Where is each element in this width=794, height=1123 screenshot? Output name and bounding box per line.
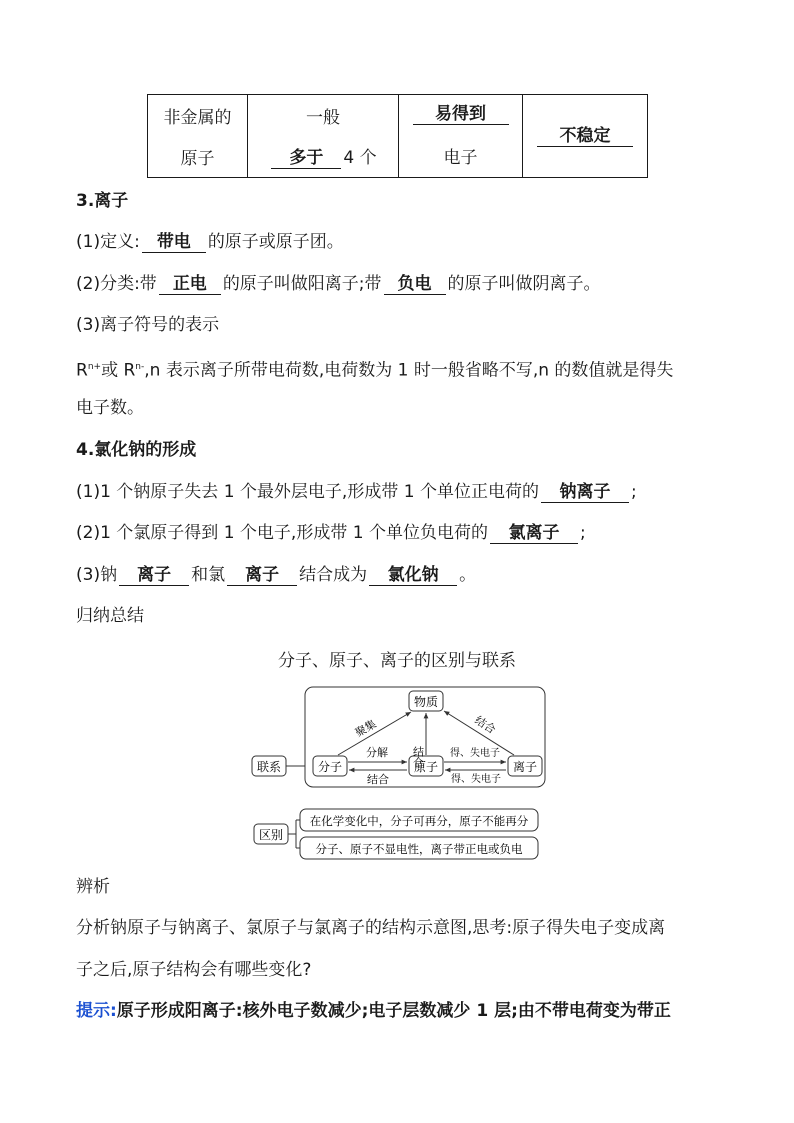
text: (3)钠: [76, 565, 118, 585]
answer-blank: 正电: [159, 274, 221, 295]
text: ;: [579, 523, 586, 543]
qubie-label: 区别: [258, 828, 284, 842]
dedian-bottom-label: 得、失电子: [451, 774, 501, 785]
answer-blank: 氯化钠: [369, 565, 457, 586]
analysis-question-2: 子之后,原子结构会有哪些变化?: [76, 960, 312, 980]
text: (1)1 个钠原子失去 1 个最外层电子,形成带 1 个单位正电荷的: [76, 482, 539, 502]
diagram-title: 分子、原子、离子的区别与联系: [278, 651, 516, 671]
cell-text: 一般: [306, 107, 340, 128]
analysis-label: 辨析: [76, 877, 110, 897]
jiehe-bottom-label: 结合: [367, 773, 389, 786]
fenjie-label: 分解: [366, 746, 388, 759]
text: 的原子叫做阳离子;带: [222, 274, 382, 294]
juji-label: 聚集: [353, 717, 379, 740]
fenzi-label: 分子: [317, 760, 343, 774]
diff-text-1: 在化学变化中，分子可再分，原子不能再分: [309, 814, 529, 828]
answer-blank: 负电: [384, 274, 446, 295]
text: (1)定义:: [76, 232, 140, 252]
section-heading: 3.离子: [76, 191, 129, 211]
text: 和氯: [191, 565, 226, 585]
jiehe-diag-label: 结合: [472, 713, 498, 737]
analysis-question-1: 分析钠原子与钠离子、氯原子与氯离子的结构示意图,思考:原子得失电子变成离: [76, 918, 666, 938]
wuzhi-label: 物质: [413, 695, 439, 709]
text: ,n 表示离子所带电荷数,电荷数为 1 时一般省略不写,n 的数值就是得失: [144, 360, 674, 381]
diff-text-2: 分子、原子不显电性，离子带正电或负电: [315, 842, 523, 856]
cell-text: 非金属的: [163, 108, 232, 128]
symbol-title: (3)离子符号的表示: [76, 315, 220, 335]
jiehe-vertical-label: 结合: [411, 746, 425, 768]
answer-blank: 钠离子: [541, 482, 629, 503]
text: (2)分类:带: [76, 274, 157, 294]
hint-text: 原子形成阳离子:核外电子数减少;电子层数减少 1 层;由不带电荷变为带正: [116, 1001, 671, 1021]
hint-label: 提示:: [76, 1001, 117, 1021]
lianxi-label: 联系: [256, 760, 282, 774]
cell-text: 电子: [443, 148, 478, 168]
text: 的原子叫做阴离子。: [447, 274, 601, 294]
text: ;: [630, 482, 637, 502]
answer-blank: 离子: [119, 565, 189, 586]
text: R: [76, 360, 88, 381]
answer-blank: 易得到: [413, 104, 509, 125]
text: 结合成为: [299, 565, 368, 585]
answer-blank: 带电: [142, 232, 206, 253]
text: 或 R: [101, 360, 136, 381]
text: 的原子或原子团。: [207, 232, 344, 252]
answer-blank: 离子: [227, 565, 297, 586]
lizi-label: 离子: [512, 760, 538, 774]
answer-blank: 不稳定: [537, 126, 633, 147]
summary-label: 归纳总结: [76, 606, 144, 626]
superscript: n-: [135, 362, 145, 372]
hint-line: [76, 999, 671, 1023]
answer-blank: 多于: [271, 148, 341, 169]
text: (2)1 个氯原子得到 1 个电子,形成带 1 个单位负电荷的: [76, 523, 488, 543]
yuanzi-label: 原子: [413, 760, 439, 774]
text: 。: [459, 565, 477, 585]
bracket-arms: [296, 820, 300, 848]
dedian-top-label: 得、失电子: [450, 748, 500, 759]
cell-text: 4 个: [343, 148, 377, 169]
section-heading: 4.氯化钠的形成: [76, 440, 197, 460]
symbol-line-2: 电子数。: [76, 398, 144, 418]
superscript: n+: [87, 362, 102, 372]
cell-text: 原子: [180, 149, 215, 169]
bracket: [288, 820, 296, 848]
answer-blank: 氯离子: [490, 523, 578, 544]
